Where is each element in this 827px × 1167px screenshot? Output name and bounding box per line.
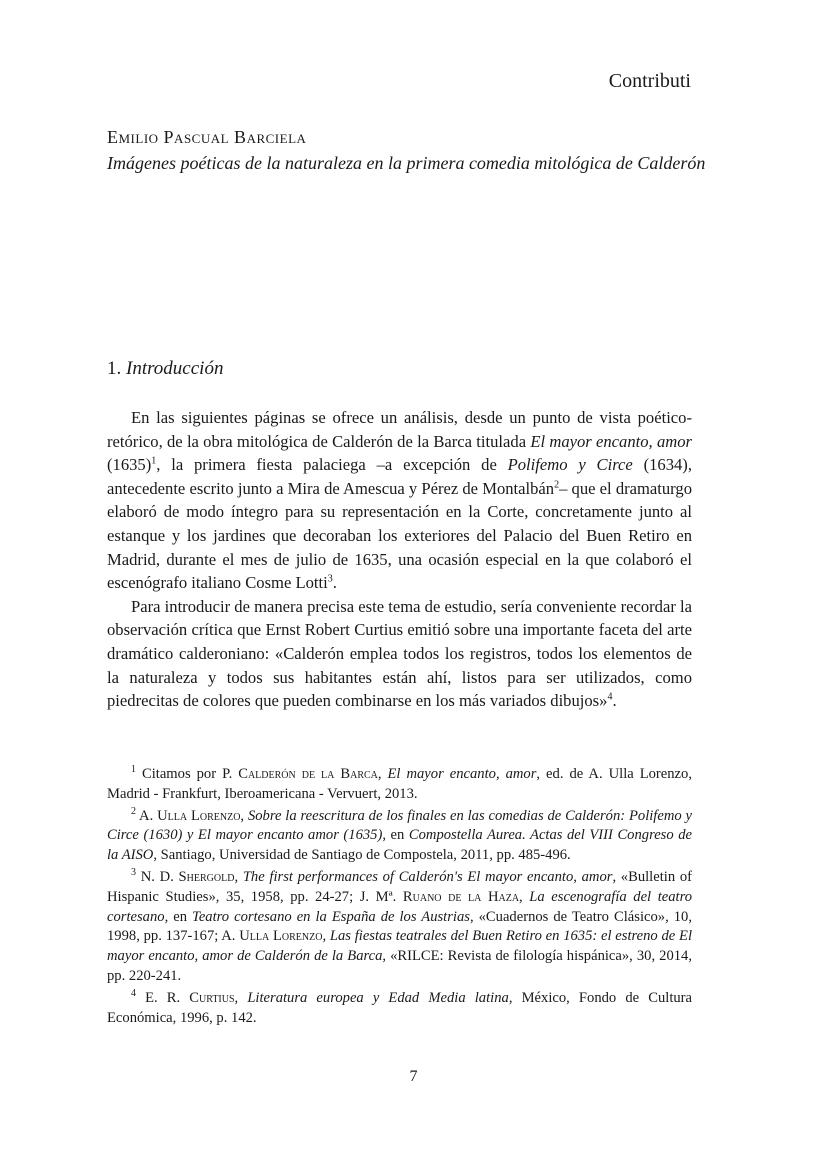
paragraph: [107, 406, 692, 595]
footnote-number: 1: [131, 764, 136, 776]
footnote-number: 3: [131, 867, 136, 879]
footnote: [107, 989, 692, 1029]
text-run: , en: [382, 827, 409, 844]
text-run: (1635): [107, 455, 152, 475]
text-run: , Santiago, Universidad de Santiago de Compostela, 2011, pp. 485-496.: [153, 847, 571, 864]
text-run: N. D.: [136, 868, 179, 885]
section-number: 1.: [107, 358, 122, 379]
text-run: , ed. de A. Ulla Lorenzo, Madrid - Frankfurt, Iberoamericana - Vervuert, 2013.: [107, 766, 692, 802]
text-run: ,: [234, 989, 248, 1006]
article-title: Imágenes poéticas de la naturaleza en la primera comedia mitológica de Calderón: [107, 153, 706, 173]
italic-run: El mayor encanto, amor: [530, 431, 692, 451]
footnotes: [107, 765, 692, 1030]
text-run: .: [332, 573, 337, 593]
page-number: 7: [409, 1068, 418, 1085]
text-run: , México, Fondo de Cultura Económica, 1996, p. 142.: [107, 989, 693, 1026]
text-run: , «Cuadernos de Teatro Clásico», 10, 1998, pp. 137-167; A.: [107, 908, 692, 945]
work-title: Las fiestas teatrales del Buen Retiro en 1635: el estreno de El mayor encanto, amor de Calderón de la Barca: [107, 928, 693, 965]
footnote: [107, 765, 692, 805]
paragraph: [107, 595, 692, 713]
text-run: (1634), antecedente escrito junto a Mira de Amescua y Pérez de Montalbán: [107, 455, 692, 498]
body-text: [107, 406, 692, 713]
text-run: – que el dramaturgo elaboró de modo íntegro para su representación en la Corte, concretamente junto al estanque y los jardines que decoraban los exteriores del Palacio del Buen Retiro en Madrid, durante el mes de julio de 1635, una ocasión especial en la que colaboró el escenógrafo italiano Cosme Lotti: [107, 478, 693, 593]
section-heading: [107, 358, 223, 380]
author-name: Ulla Lorenzo: [157, 807, 241, 824]
text-run: ,: [322, 928, 330, 945]
text-run: Citamos por P.: [136, 766, 239, 782]
work-title: Sobre la reescritura de los finales en las comedias de Calderón: Polifemo y Circe (1630) y El mayor encanto amor (1635): [107, 807, 693, 844]
work-title: Compostella Aurea. Actas del VIII Congreso de la AISO: [107, 827, 692, 864]
footnote-ref[interactable]: 3: [327, 573, 333, 585]
author-name: Ulla Lorenzo: [239, 928, 323, 945]
running-head: Contributi: [608, 70, 691, 92]
work-title: Literatura europea y Edad Media latina: [247, 989, 509, 1006]
text-run: , en: [164, 908, 193, 925]
work-title: Teatro cortesano en la España de los Austrias: [192, 908, 470, 925]
footnote-ref[interactable]: 4: [607, 691, 613, 703]
author-name: Calderón de la Barca: [238, 766, 378, 782]
author-name: Curtius: [189, 989, 235, 1006]
text-run: ,: [519, 888, 530, 905]
footnote: [107, 807, 692, 866]
article-author: Emilio Pascual Barciela: [107, 127, 307, 147]
author-name: Ruano de la Haza: [402, 888, 520, 905]
footnote-number: 4: [131, 987, 136, 999]
text-run: Para introducir de manera precisa este tema de estudio, sería conveniente recordar la observación crítica que Ernst Robert Curtius emitió sobre una importante faceta del arte dramático calderoniano: «Calderón emplea todos los registros, todos los elementos de la naturaleza y todos sus habitantes están ahí, listos para ser utilizados, como piedrecitas de colores que pueden combinarse en los más variados dibujos»: [107, 596, 692, 711]
text-run: , «RILCE: Revista de filología hispánica», 30, 2014, pp. 220-241.: [107, 948, 692, 984]
footnote-number: 2: [131, 805, 136, 817]
section-title: Introducción: [126, 358, 224, 379]
text-run: , la primera fiesta palaciega –a excepción de: [156, 455, 508, 475]
work-title: La escenografía del teatro cortesano: [107, 888, 693, 925]
work-title: El mayor encanto, amor: [387, 766, 537, 782]
text-run: En las siguientes páginas se ofrece un análisis, desde un punto de vista poético-retórico, de la obra mitológica de Calderón de la Barca titulada: [107, 408, 692, 451]
text-run: ,: [240, 807, 248, 824]
text-run: ,: [234, 868, 243, 885]
text-run: .: [612, 691, 617, 711]
footnote-ref[interactable]: 2: [554, 479, 560, 491]
footnote-ref[interactable]: 1: [151, 455, 157, 467]
text-run: , «Bulletin of Hispanic Studies», 35, 1958, pp. 24-27; J. Mª.: [107, 868, 693, 905]
text-run: ,: [377, 766, 388, 782]
footnote: [107, 868, 692, 987]
work-title: The first performances of Calderón's El mayor encanto, amor: [242, 868, 613, 885]
italic-run: Polifemo y Circe: [507, 455, 633, 475]
text-run: A.: [136, 807, 158, 824]
author-name: Shergold: [178, 868, 235, 885]
text-run: E. R.: [136, 989, 190, 1006]
